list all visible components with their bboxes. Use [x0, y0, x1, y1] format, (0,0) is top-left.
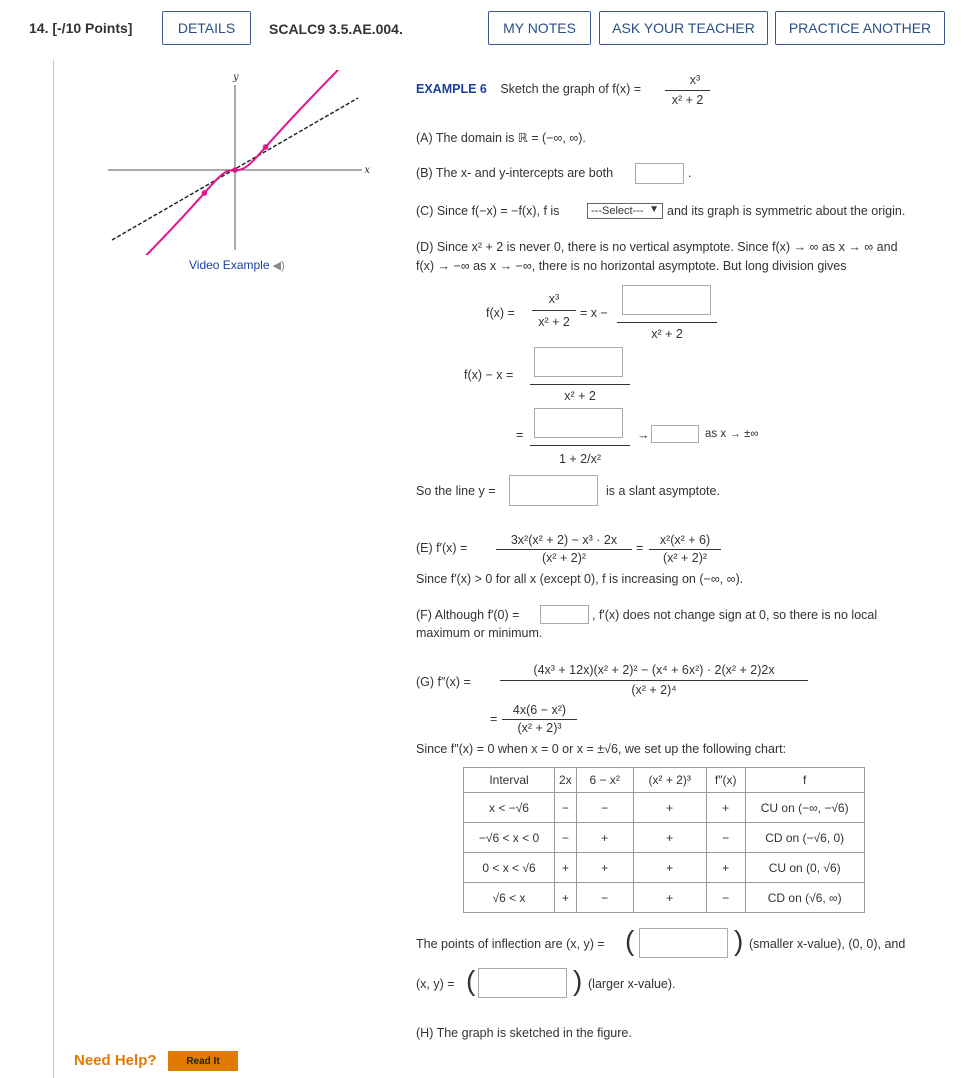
- part-e-fraction-bar-1: [496, 549, 632, 550]
- inflection-2-tail: (larger x-value).: [588, 977, 676, 991]
- slant-tail: is a slant asymptote.: [606, 484, 720, 498]
- table-cell: CD on (−√6, 0): [745, 823, 864, 853]
- ld3-arrow: →: [637, 428, 650, 442]
- part-f-line2: maximum or minimum.: [416, 626, 543, 640]
- ld2-denominator: x² + 2: [564, 389, 596, 403]
- part-e-label: (E) f′(x) =: [416, 541, 468, 555]
- part-g-denominator-1: (x² + 2)⁴: [631, 683, 677, 697]
- inflection-middle: (smaller x-value), (0, 0), and: [749, 937, 906, 951]
- chart-header-f: f: [745, 768, 864, 793]
- ld-denominator: x² + 2: [538, 315, 570, 329]
- remainder-input[interactable]: [622, 285, 711, 315]
- table-cell: CU on (−∞, −√6): [745, 793, 864, 823]
- table-cell: +: [706, 793, 745, 823]
- part-g-fraction-bar-1: [500, 680, 808, 681]
- function-numerator: x³: [689, 73, 701, 87]
- part-g-since: Since f″(x) = 0 when x = 0 or x = ±√6, we set up the following chart:: [416, 742, 787, 756]
- fprime-zero-input[interactable]: [540, 605, 589, 624]
- table-cell: 0 < x < √6: [464, 853, 555, 883]
- inflection-text: The points of inflection are (x, y) =: [416, 937, 605, 951]
- part-a: (A) The domain is ℝ = (−∞, ∞).: [416, 131, 586, 145]
- ld3-equals: =: [516, 428, 524, 442]
- inflection-point-larger-input[interactable]: [478, 968, 567, 998]
- table-cell: −: [576, 793, 633, 823]
- chart-header-interval: Interval: [464, 768, 555, 793]
- part-h: (H) The graph is sketched in the figure.: [416, 1026, 632, 1040]
- part-d-line2: f(x) → −∞ as x → −∞, there is no horizontal asymptote. But long division gives: [416, 259, 847, 273]
- ld-fx: f(x) =: [486, 306, 515, 320]
- y-axis-label: y: [233, 72, 239, 83]
- limit-numerator-input[interactable]: [534, 408, 623, 438]
- ld-numerator: x³: [548, 292, 560, 306]
- table-cell: −: [555, 793, 577, 823]
- table-cell: +: [555, 883, 577, 913]
- problem-code: SCALC9 3.5.AE.004.: [269, 21, 403, 37]
- function-fraction-bar: [665, 90, 710, 91]
- ld3-fraction-bar: [530, 445, 630, 446]
- details-button[interactable]: DETAILS: [162, 11, 251, 45]
- ld-fraction-bar-2: [617, 322, 717, 323]
- function-denominator: x² + 2: [671, 93, 704, 107]
- example-title: EXAMPLE 6: [416, 82, 487, 96]
- example-intro: Sketch the graph of f(x) =: [500, 82, 642, 96]
- table-cell: +: [633, 823, 706, 853]
- ld-denominator-2: x² + 2: [651, 327, 683, 341]
- part-g-fraction-bar-2: [502, 719, 577, 720]
- table-row: [464, 793, 865, 823]
- table-row: [464, 883, 865, 913]
- table-cell: −√6 < x < 0: [464, 823, 555, 853]
- part-e-numerator-2: x²(x² + 6): [659, 533, 711, 547]
- table-cell: −: [706, 883, 745, 913]
- video-example-link[interactable]: [189, 258, 285, 272]
- part-g-denominator-2: (x² + 2)³: [517, 721, 562, 735]
- open-paren-2: (: [466, 965, 476, 996]
- ld2-lhs: f(x) − x =: [464, 368, 514, 382]
- inflection-point-left: [202, 190, 208, 196]
- part-e-fraction-bar-2: [649, 549, 721, 550]
- inflection-2-text: (x, y) =: [416, 977, 455, 991]
- part-f-tail: , f′(x) does not change sign at 0, so there is no local: [592, 608, 878, 622]
- part-f-text: (F) Although f′(0) =: [416, 608, 520, 622]
- chart-header-2x: 2x: [555, 768, 577, 793]
- table-cell: +: [633, 853, 706, 883]
- practice-another-button[interactable]: PRACTICE ANOTHER: [775, 11, 945, 45]
- part-b-period: .: [688, 166, 692, 180]
- slant-asymptote-input[interactable]: [509, 475, 598, 506]
- table-cell: x < −√6: [464, 793, 555, 823]
- limit-value-input[interactable]: [651, 425, 699, 443]
- table-cell: +: [633, 883, 706, 913]
- part-g-numerator-2: 4x(6 − x²): [512, 703, 567, 717]
- ld3-denominator: 1 + 2/x²: [558, 452, 602, 466]
- close-paren-2: ): [573, 965, 583, 996]
- chart-header-fdoubleprime: f″(x): [706, 768, 745, 793]
- table-cell: √6 < x: [464, 883, 555, 913]
- table-cell: +: [576, 853, 633, 883]
- left-divider: [53, 60, 54, 1078]
- inflection-point-smaller-input[interactable]: [639, 928, 728, 958]
- table-cell: +: [576, 823, 633, 853]
- example-heading: [416, 82, 641, 96]
- ld2-fraction-bar: [530, 384, 630, 385]
- part-c-tail: and its graph is symmetric about the origin.: [667, 204, 906, 218]
- chart-header-row: [464, 768, 865, 793]
- chart-header-6-minus-x2: 6 − x²: [576, 768, 633, 793]
- part-g-equals: =: [490, 712, 498, 726]
- question-header: [0, 0, 965, 56]
- chart-header-x2-plus-2-cubed: (x² + 2)³: [633, 768, 706, 793]
- ld3-tail: as x → ±∞: [705, 428, 759, 440]
- part-e-denominator-1: (x² + 2)²: [541, 551, 587, 565]
- read-it-button[interactable]: Read It: [168, 1051, 238, 1071]
- part-d-line1: (D) Since x² + 2 is never 0, there is no vertical asymptote. Since f(x) → ∞ as x → ∞ and: [416, 240, 898, 254]
- table-cell: +: [633, 793, 706, 823]
- chevron-down-icon: ▼: [649, 204, 659, 215]
- part-e-equals: =: [636, 541, 644, 555]
- table-cell: −: [555, 823, 577, 853]
- table-cell: +: [555, 853, 577, 883]
- table-cell: CD on (√6, ∞): [745, 883, 864, 913]
- part-b-text: (B) The x- and y-intercepts are both: [416, 166, 614, 180]
- need-help-label: Need Help?: [74, 1052, 157, 1069]
- my-notes-button[interactable]: MY NOTES: [488, 11, 591, 45]
- symmetry-select[interactable]: [587, 203, 663, 219]
- x-axis-label: x: [364, 165, 370, 176]
- table-row: [464, 823, 865, 853]
- ld-fraction-bar: [532, 310, 576, 311]
- ld-equals-x-minus: = x −: [580, 306, 608, 320]
- part-e-numerator-1: 3x²(x² + 2) − x³ · 2x: [510, 533, 618, 547]
- table-cell: −: [706, 823, 745, 853]
- slant-text: So the line y =: [416, 484, 496, 498]
- table-cell: CU on (0, √6): [745, 853, 864, 883]
- part-g-label: (G) f″(x) =: [416, 675, 471, 689]
- part-g-numerator-1: (4x³ + 12x)(x² + 2)² − (x⁴ + 6x²) · 2(x² + 2)2x: [533, 663, 775, 677]
- table-cell: +: [706, 853, 745, 883]
- inflection-point-right: [263, 144, 269, 150]
- inflection-point-origin: [232, 167, 238, 173]
- example-graph: [100, 70, 370, 255]
- open-paren: (: [625, 925, 635, 956]
- video-example-label: Video Example: [189, 258, 270, 272]
- part-e-since: Since f′(x) > 0 for all x (except 0), f is increasing on (−∞, ∞).: [416, 572, 744, 586]
- ask-your-teacher-button[interactable]: ASK YOUR TEACHER: [599, 11, 768, 45]
- difference-input[interactable]: [534, 347, 623, 377]
- speaker-icon: ◀): [269, 260, 285, 272]
- table-cell: −: [576, 883, 633, 913]
- close-paren: ): [734, 925, 744, 956]
- concavity-chart: [463, 767, 865, 913]
- intercepts-input[interactable]: [635, 163, 684, 184]
- part-e-denominator-2: (x² + 2)²: [662, 551, 708, 565]
- question-number: 14. [-/10 Points]: [29, 20, 133, 36]
- symmetry-select-value: ---Select---: [591, 205, 644, 217]
- part-c-text: (C) Since f(−x) = −f(x), f is: [416, 204, 560, 218]
- table-row: [464, 853, 865, 883]
